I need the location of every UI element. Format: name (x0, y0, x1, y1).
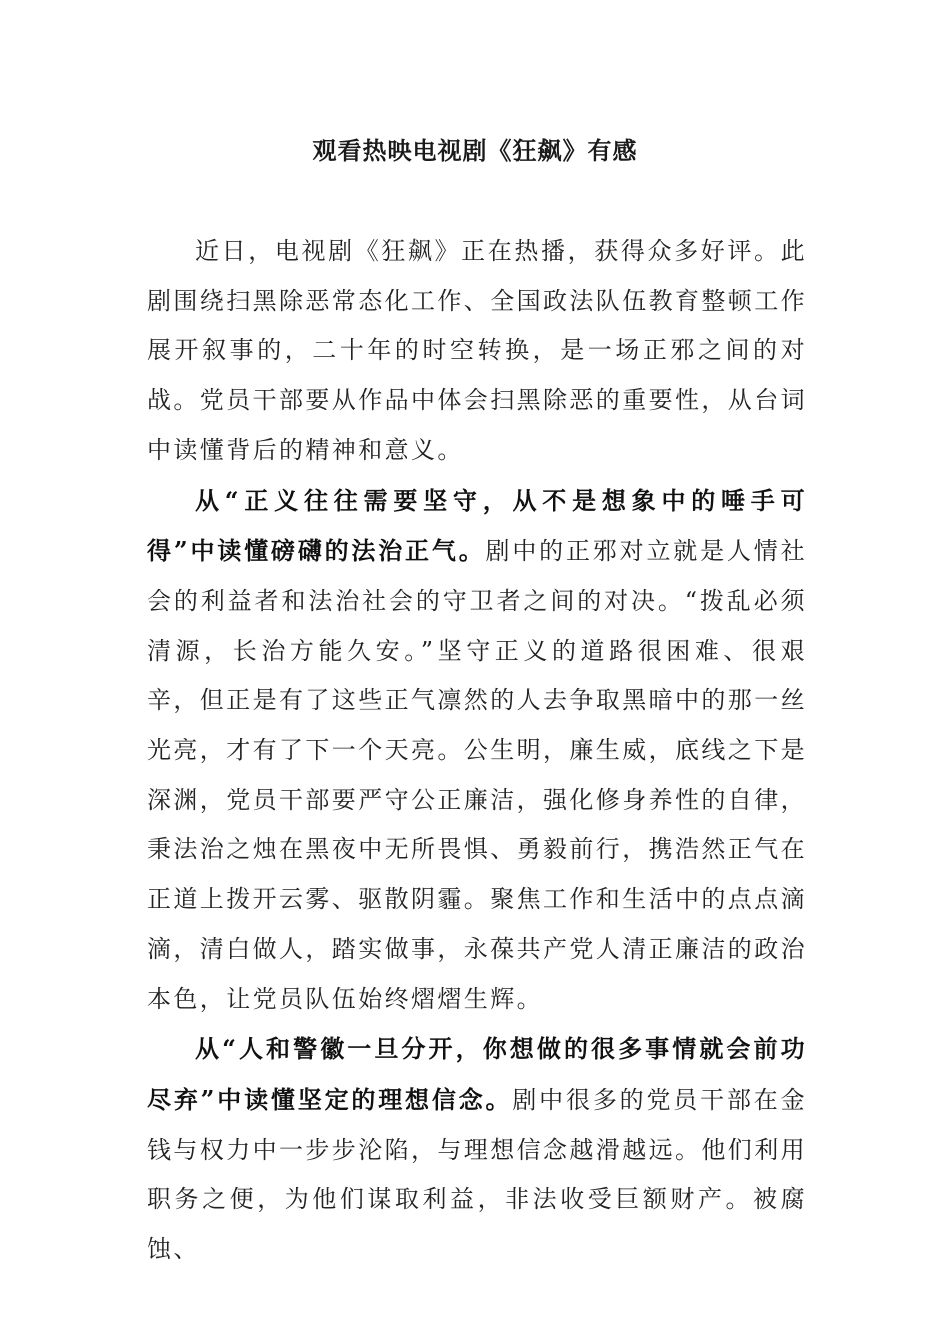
document-body (147, 226, 807, 1275)
paragraph-2-lead: 从“正义往往需要坚守，从不是想象中的唾手可得”中读懂磅礴的法治正气。 (147, 485, 807, 566)
paragraph-3-lead: 从“人和警徽一旦分开，你想做的很多事情就会前功尽弃”中读懂坚定的理想信念。 (147, 1034, 807, 1114)
paragraph-2-text: 剧中的正邪对立就是人情社会的利益者和法治社会的守卫者之间的对决。“拨乱必须清源，长治方能久安。”坚守正义的道路很困难、很艰辛，但正是有了这些正气凛然的人去争取黑暗中的那一丝光亮，才有了下一个天亮。公生明，廉生威，底线之下是深渊，党员干部要严守公正廉洁，强化修身养性的自律，秉法治之烛在黑夜中无所畏惧、勇毅前行，携浩然正气在正道上拨开云雾、驱散阴霾。聚焦工作和生活中的点点滴滴，清白做人，踏实做事，永葆共产党人清正廉洁的政治本色，让党员队伍始终熠熠生辉。 (147, 537, 807, 1013)
document-title: 观看热映电视剧《狂飙》有感 (312, 136, 638, 165)
paragraph-3 (147, 1024, 807, 1275)
paragraph-3-text: 剧中很多的党员干部在金钱与权力中一步步沦陷，与理想信念越滑越远。他们利用职务之便，为他们谋取利益，非法收受巨额财产。被腐蚀、 (147, 1085, 808, 1264)
paragraph-1 (147, 226, 807, 476)
paragraph-1-text: 近日，电视剧《狂飙》正在热播，获得众多好评。此剧围绕扫黑除恶常态化工作、全国政法队伍教育整顿工作展开叙事的，二十年的时空转换，是一场正邪之间的对战。党员干部要从作品中体会扫黑除恶的重要性，从台词中读懂背后的精神和意义。 (147, 237, 807, 464)
paragraph-2 (147, 476, 807, 1025)
